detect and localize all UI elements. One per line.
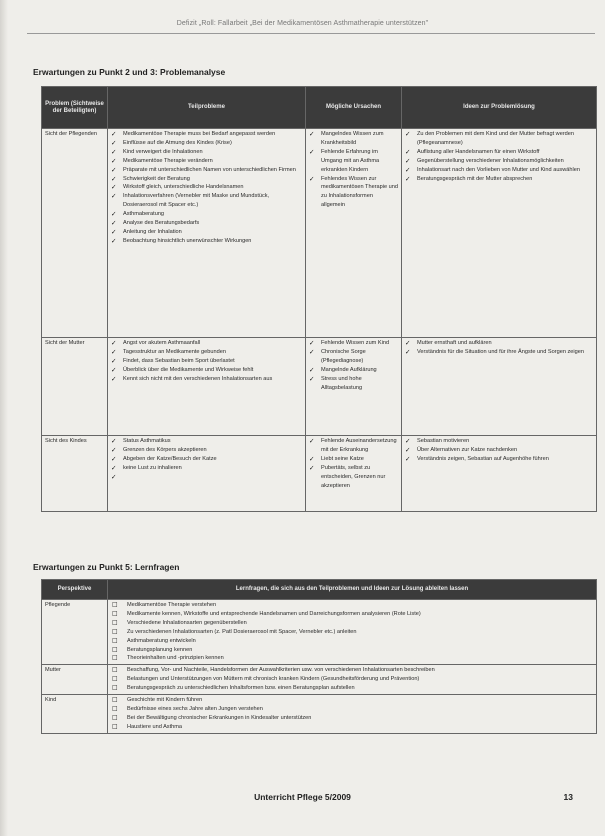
list-item: □ Medikamente kennen, Wirkstoffe und entsprechende Handelsnamen und Darreichungsformen analysieren (Rote Liste)	[111, 610, 593, 619]
list-item: ✓ Stress und hohe Alltagsbelastung	[309, 375, 398, 393]
list-item: ✓ keine Lust zu inhalieren	[111, 464, 302, 473]
ursachen-list	[309, 130, 398, 210]
list-item: ✓ Über Alternativen zur Katze nachdenken	[405, 446, 593, 455]
list-item: ✓ Pubertäts, selbst zu entscheiden, Grenzen nur akzeptieren	[309, 464, 398, 491]
view-cell: Kind	[42, 695, 108, 734]
list-item: ✓ Wirkstoff gleich, unterschiedliche Handelsnamen	[111, 183, 302, 192]
list-item: ✓ Verständnis für die Situation und für ihre Ängste und Sorgen zeigen	[405, 348, 593, 357]
problemanalyse-table	[41, 86, 597, 512]
table-row	[42, 600, 597, 665]
list-item: □ Asthmaberatung entwickeln	[111, 637, 593, 646]
list-item: ✓ Inhalationsart nach den Vorlieben von Mutter und Kind auswählen	[405, 166, 593, 175]
header-ursachen: Mögliche Ursachen	[306, 87, 402, 129]
list-item: ✓ Beratungsgespräch mit der Mutter absprechen	[405, 175, 593, 184]
table-row	[42, 338, 597, 436]
lernfragen-list	[111, 601, 593, 663]
list-item: ✓ Angst vor akutem Asthmaanfall	[111, 339, 302, 348]
list-item: ✓ Findet, dass Sebastian beim Sport überlastet	[111, 357, 302, 366]
list-item: □ Geschichte mit Kindern führen	[111, 696, 593, 705]
list-item: ✓ Inhalationsverfahren (Vernebler mit Maske und Mundstück, Dosieraerosol mit Spacer etc.)	[111, 192, 302, 210]
list-item: □ Theorieinhalten und -prinzipien kennen	[111, 654, 593, 663]
list-item: ✓ Schwierigkeit der Beratung	[111, 175, 302, 184]
header-perspektive: Perspektive	[42, 580, 108, 600]
header-problem: Problem (Sichtweise der Beteiligten)	[42, 87, 108, 129]
list-item: ✓ Mangelnde Aufklärung	[309, 366, 398, 375]
list-item: ✓ Fehlende Wissen zum Kind	[309, 339, 398, 348]
list-item: ✓ Abgeben der Katze/Besuch der Katze	[111, 455, 302, 464]
list-item: ✓ Beobachtung hinsichtlich unerwünschter Wirkungen	[111, 237, 302, 246]
list-item: □ Haustiere und Asthma	[111, 723, 593, 732]
list-item: ✓ Status Asthmatikus	[111, 437, 302, 446]
table-row	[42, 129, 597, 338]
list-item: ✓ Gegenüberstellung verschiedener Inhalationsmöglichkeiten	[405, 157, 593, 166]
lernfragen-table	[41, 579, 597, 734]
list-item: ✓ Asthmaberatung	[111, 210, 302, 219]
view-cell: Pflegende	[42, 600, 108, 665]
list-item: ✓ Mutter ernsthaft und aufklären	[405, 339, 593, 348]
view-cell: Sicht der Pflegenden	[42, 129, 108, 338]
list-item: ✓ Verständnis zeigen, Sebastian auf Augenhöhe führen	[405, 455, 593, 464]
ideen-list	[405, 130, 593, 183]
list-item: ✓ Medikamentöse Therapie verändern	[111, 157, 302, 166]
list-item: □ Bei der Bewältigung chronischer Erkrankungen in Kindesalter unterstützen	[111, 714, 593, 723]
teilprobleme-list	[111, 437, 302, 473]
table-row	[42, 436, 597, 512]
list-item: □ Beratungsplanung kennen	[111, 646, 593, 655]
section-title-lernfragen: Erwartungen zu Punkt 5: Lernfragen	[33, 562, 180, 572]
ursachen-list	[309, 339, 398, 392]
view-cell: Sicht des Kindes	[42, 436, 108, 512]
lernfragen-list	[111, 696, 593, 732]
list-item: □ Beschaffung, Vor- und Nachteile, Handelsformen der Auswahlkriterien usw. von verschiedenen Inhalationsarten beschreiben	[111, 666, 593, 675]
list-item: ✓ Tagesstruktur an Medikamente gebunden	[111, 348, 302, 357]
table-row	[42, 695, 597, 734]
list-item: ✓ Einflüsse auf die Atmung des Kindes (Krise)	[111, 139, 302, 148]
lernfragen-list	[111, 666, 593, 693]
header-lernfragen: Lernfragen, die sich aus den Teilproblemen und Ideen zur Lösung ableiten lassen	[108, 580, 597, 600]
section-title-problemanalyse: Erwartungen zu Punkt 2 und 3: Problemanalyse	[33, 67, 226, 77]
list-item: □ Medikamentöse Therapie verstehen	[111, 601, 593, 610]
list-item: ✓ Grenzen des Körpers akzeptieren	[111, 446, 302, 455]
list-item: □ Bedürfnisse eines sechs Jahre alten Jungen verstehen	[111, 705, 593, 714]
view-cell: Sicht der Mutter	[42, 338, 108, 436]
list-item: ✓ Sebastian motivieren	[405, 437, 593, 446]
view-cell: Mutter	[42, 665, 108, 695]
list-item: ✓ Kennt sich nicht mit den verschiedenen Inhalationsarten aus	[111, 375, 302, 384]
list-item: ✓ Fehlende Erfahrung im Umgang mit an Asthma erkrankten Kindern	[309, 148, 398, 175]
ideen-list	[405, 437, 593, 464]
list-item: □ Verschiedene Inhalationsarten gegenüberstellen	[111, 619, 593, 628]
list-item: ✓ Anleitung der Inhalation	[111, 228, 302, 237]
list-item: □ Zu verschiedenen Inhalationsarten (z. Patl Dosieraerosol mit Spacer, Vernebler etc.) anleiten	[111, 628, 593, 637]
list-item: □ Beratungsgespräch zu unterschiedlichen Inhaltsformen bzw. einen Beratungsplan aufstellen	[111, 684, 593, 693]
running-head: Defizit „Roll: Fallarbeit „Bei der Medikamentösen Asthmatherapie unterstützen"	[176, 20, 429, 27]
teilprobleme-list	[111, 130, 302, 246]
list-item: ✓ Zu den Problemen mit dem Kind und der Mutter befragt werden (Pflegeanamnese)	[405, 130, 593, 148]
list-item: ✓ Kind verweigert die Inhalationen	[111, 148, 302, 157]
page-number: 13	[563, 792, 573, 802]
header-ideen: Ideen zur Problemlösung	[402, 87, 597, 129]
header-rule	[27, 33, 595, 34]
scan-shadow	[0, 0, 8, 836]
ideen-list	[405, 339, 593, 357]
list-item: ✓ Chronische Sorge (Pflegediagnose)	[309, 348, 398, 366]
list-item: ✓ Fehlendes Wissen zur medikamentösen Therapie und zu Inhalationsformen allgemein	[309, 175, 398, 211]
list-item: ✓ Auflistung aller Handelsnamen für einen Wirkstoff	[405, 148, 593, 157]
ursachen-list	[309, 437, 398, 490]
list-item: □ Belastungen und Unterstützungen von Müttern mit chronisch kranken Kindern (Gesundheitsförderung und Prävention)	[111, 675, 593, 684]
list-item: ✓ Überblick über die Medikamente und Wirkweise fehlt	[111, 366, 302, 375]
list-item: ✓ Analyse des Beratungsbedarfs	[111, 219, 302, 228]
list-item: ✓ Liebt seine Katze	[309, 455, 398, 464]
table-row	[42, 665, 597, 695]
footer-journal-title: Unterricht Pflege 5/2009	[254, 792, 351, 802]
list-item: ✓ Mangelndes Wissen zum Krankheitsbild	[309, 130, 398, 148]
list-item: ✓ Präparate mit unterschiedlichen Namen von unterschiedlichen Firmen	[111, 166, 302, 175]
list-item: ✓ Medikamentöse Therapie muss bei Bedarf angepasst werden	[111, 130, 302, 139]
list-item: ✓ Fehlende Auseinandersetzung mit der Erkrankung	[309, 437, 398, 455]
header-teilprobleme: Teilprobleme	[108, 87, 306, 129]
teilprobleme-list	[111, 339, 302, 384]
